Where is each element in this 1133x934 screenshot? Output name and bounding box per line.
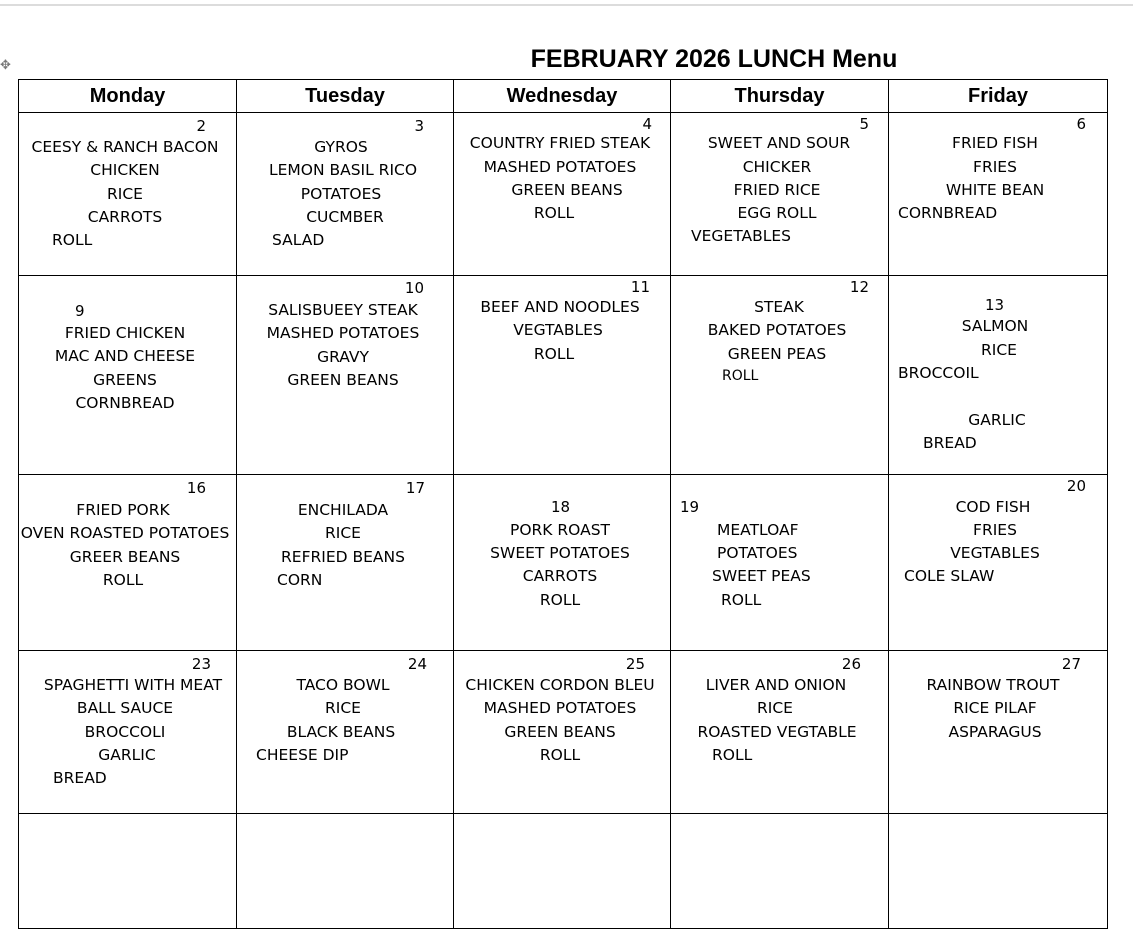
week-row (19, 113, 1108, 276)
menu-item: TACO BOWL (296, 676, 390, 694)
day-cell[interactable] (889, 475, 1108, 651)
day-cell[interactable] (889, 276, 1108, 475)
day-number: 23 (191, 655, 211, 673)
day-number: 17 (405, 479, 425, 497)
page-title: FEBRUARY 2026 LUNCH Menu (530, 45, 898, 73)
menu-item: SWEET POTATOES (490, 544, 630, 562)
menu-item: ROLL (539, 746, 581, 764)
day-number: 27 (1061, 655, 1081, 673)
menu-item: GREEN PEAS (727, 345, 827, 363)
day-cell[interactable] (671, 651, 889, 814)
menu-item: BEEF AND NOODLES (480, 298, 640, 316)
day-number: 24 (407, 655, 427, 673)
menu-item: GARLIC (968, 411, 1026, 429)
header-monday: Monday (19, 80, 237, 113)
empty-day-cell[interactable] (19, 814, 237, 929)
menu-item: GYROS (314, 138, 368, 156)
empty-day-cell[interactable] (889, 814, 1108, 929)
menu-item: PORK ROAST (509, 521, 611, 539)
menu-item: SALAD (272, 231, 325, 249)
day-number: 12 (849, 278, 869, 296)
menu-item: FRIED FISH (952, 134, 1038, 152)
menu-item: GARLIC (98, 746, 156, 764)
menu-item: MASHED POTATOES (483, 699, 637, 717)
menu-item: FRIED PORK (76, 501, 170, 519)
day-number: 11 (630, 278, 650, 296)
menu-item: BLACK BEANS (286, 723, 396, 741)
menu-item: RICE PILAF (953, 699, 1037, 717)
header-tuesday: Tuesday (237, 80, 454, 113)
day-number: 26 (841, 655, 861, 673)
day-cell[interactable] (671, 113, 889, 276)
menu-item: CORN (277, 571, 323, 589)
header-wednesday: Wednesday (454, 80, 671, 113)
day-number: 6 (1076, 115, 1086, 133)
menu-item: SWEET AND SOUR (707, 134, 851, 152)
day-cell[interactable] (237, 113, 454, 276)
menu-item: MASHED POTATOES (483, 158, 637, 176)
menu-item: GRAVY (317, 348, 369, 366)
menu-item: WHITE BEAN (945, 181, 1045, 199)
day-cell[interactable] (19, 113, 237, 276)
menu-item: FRIES (973, 158, 1017, 176)
day-cell[interactable] (19, 276, 237, 475)
menu-item: COUNTRY FRIED STEAK (469, 134, 651, 152)
day-cell[interactable] (19, 475, 237, 651)
menu-item: ASPARAGUS (948, 723, 1042, 741)
day-cell[interactable] (671, 475, 889, 651)
day-cell[interactable] (889, 651, 1108, 814)
menu-item: CORNBREAD (898, 204, 998, 222)
menu-item: GREEN BEANS (504, 723, 616, 741)
menu-item: MEATLOAF (717, 521, 799, 539)
menu-item: BALL SAUCE (76, 699, 174, 717)
menu-item: EGG ROLL (737, 204, 817, 222)
day-number: 10 (404, 279, 424, 297)
menu-item: FRIED RICE (733, 181, 821, 199)
menu-item: ROLL (712, 746, 753, 764)
menu-item: SWEET PEAS (712, 567, 811, 585)
document-top-border (0, 4, 1133, 6)
menu-item: GREENS (93, 371, 157, 389)
menu-item: CHEESE DIP (256, 746, 349, 764)
empty-day-cell[interactable] (671, 814, 889, 929)
day-number: 25 (625, 655, 645, 673)
menu-item: ROLL (52, 231, 93, 249)
menu-item: BREAD (923, 434, 977, 452)
menu-item: FRIES (973, 521, 1017, 539)
day-cell[interactable] (237, 651, 454, 814)
menu-item: LIVER AND ONION (705, 676, 847, 694)
day-number: 3 (414, 117, 424, 135)
menu-item: LEMON BASIL RICO (268, 161, 418, 179)
menu-item: BAKED POTATOES (707, 321, 847, 339)
menu-item: SALMON (961, 317, 1029, 335)
lunch-calendar-table (18, 79, 1108, 929)
week-row (19, 475, 1108, 651)
menu-item: BROCCOIL (898, 364, 979, 382)
menu-item: BROCCOLI (84, 723, 166, 741)
menu-item: RICE (757, 699, 793, 717)
menu-item: ROLL (533, 204, 575, 222)
header-friday: Friday (889, 80, 1108, 113)
menu-item: CHICKEN CORDON BLEU (465, 676, 655, 694)
day-cell[interactable] (454, 113, 671, 276)
menu-item: CHICKER (742, 158, 812, 176)
menu-item: CEESY & RANCH BACON (31, 138, 219, 156)
menu-item: POTATOES (717, 544, 798, 562)
empty-day-cell[interactable] (237, 814, 454, 929)
day-cell[interactable] (889, 113, 1108, 276)
menu-item: POTATOES (300, 185, 382, 203)
header-thursday: Thursday (671, 80, 889, 113)
week-row (19, 651, 1108, 814)
menu-item: ROLL (721, 591, 762, 609)
day-number: 20 (1066, 477, 1086, 495)
menu-item: OVEN ROASTED POTATOES (20, 524, 230, 542)
table-move-handle-icon[interactable]: ✥ (0, 58, 11, 73)
menu-item: BREAD (53, 769, 107, 787)
menu-item: CHICKEN (90, 161, 160, 179)
day-number: 4 (642, 115, 652, 133)
day-number: 13 (985, 296, 1005, 314)
menu-item: MASHED POTATOES (266, 324, 420, 342)
week-row (19, 276, 1108, 475)
day-cell[interactable] (237, 475, 454, 651)
menu-item: RICE (325, 524, 361, 542)
day-number: 16 (186, 479, 206, 497)
menu-item: STEAK (754, 298, 804, 316)
menu-item: CUCMBER (306, 208, 384, 226)
menu-item: VEGTABLES (513, 321, 603, 339)
menu-item: FRIED CHICKEN (64, 324, 186, 342)
day-number: 18 (551, 498, 571, 516)
menu-item: ROLL (102, 571, 144, 589)
menu-item: COD FISH (955, 498, 1031, 516)
day-cell[interactable] (237, 276, 454, 475)
menu-item: SALISBUEEY STEAK (268, 301, 418, 319)
menu-item: RICE (107, 185, 143, 203)
day-number: 5 (859, 115, 869, 133)
menu-item: CORNBREAD (75, 394, 175, 412)
menu-item: MAC AND CHEESE (54, 347, 196, 365)
empty-day-cell[interactable] (454, 814, 671, 929)
menu-item: VEGTABLES (950, 544, 1040, 562)
menu-item: GREER BEANS (69, 548, 181, 566)
menu-item: CARROTS (87, 208, 163, 226)
menu-item: SPAGHETTI WITH MEAT (43, 676, 223, 694)
menu-item: RAINBOW TROUT (926, 676, 1060, 694)
menu-item: COLE SLAW (904, 567, 995, 585)
day-number: 2 (196, 117, 206, 135)
menu-item: ROLL (539, 591, 581, 609)
menu-item: GREEN BEANS (511, 181, 623, 199)
day-cell[interactable] (454, 651, 671, 814)
day-cell[interactable] (671, 276, 889, 475)
menu-item: REFRIED BEANS (281, 548, 405, 566)
menu-item: CARROTS (522, 567, 598, 585)
menu-item: RICE (981, 341, 1017, 359)
menu-item: ROLL (722, 368, 759, 384)
week-row (19, 814, 1108, 929)
menu-item: RICE (325, 699, 361, 717)
menu-item: VEGETABLES (691, 227, 791, 245)
menu-item: ENCHILADA (297, 501, 389, 519)
weekday-header-row (19, 80, 1108, 113)
menu-item: GREEN BEANS (287, 371, 399, 389)
day-cell[interactable] (19, 651, 237, 814)
menu-item: ROLL (533, 345, 575, 363)
menu-item: ROASTED VEGTABLE (697, 723, 857, 741)
day-cell[interactable] (454, 276, 671, 475)
day-number: 9 (75, 302, 85, 320)
day-cell[interactable] (454, 475, 671, 651)
day-number: 19 (680, 498, 700, 516)
